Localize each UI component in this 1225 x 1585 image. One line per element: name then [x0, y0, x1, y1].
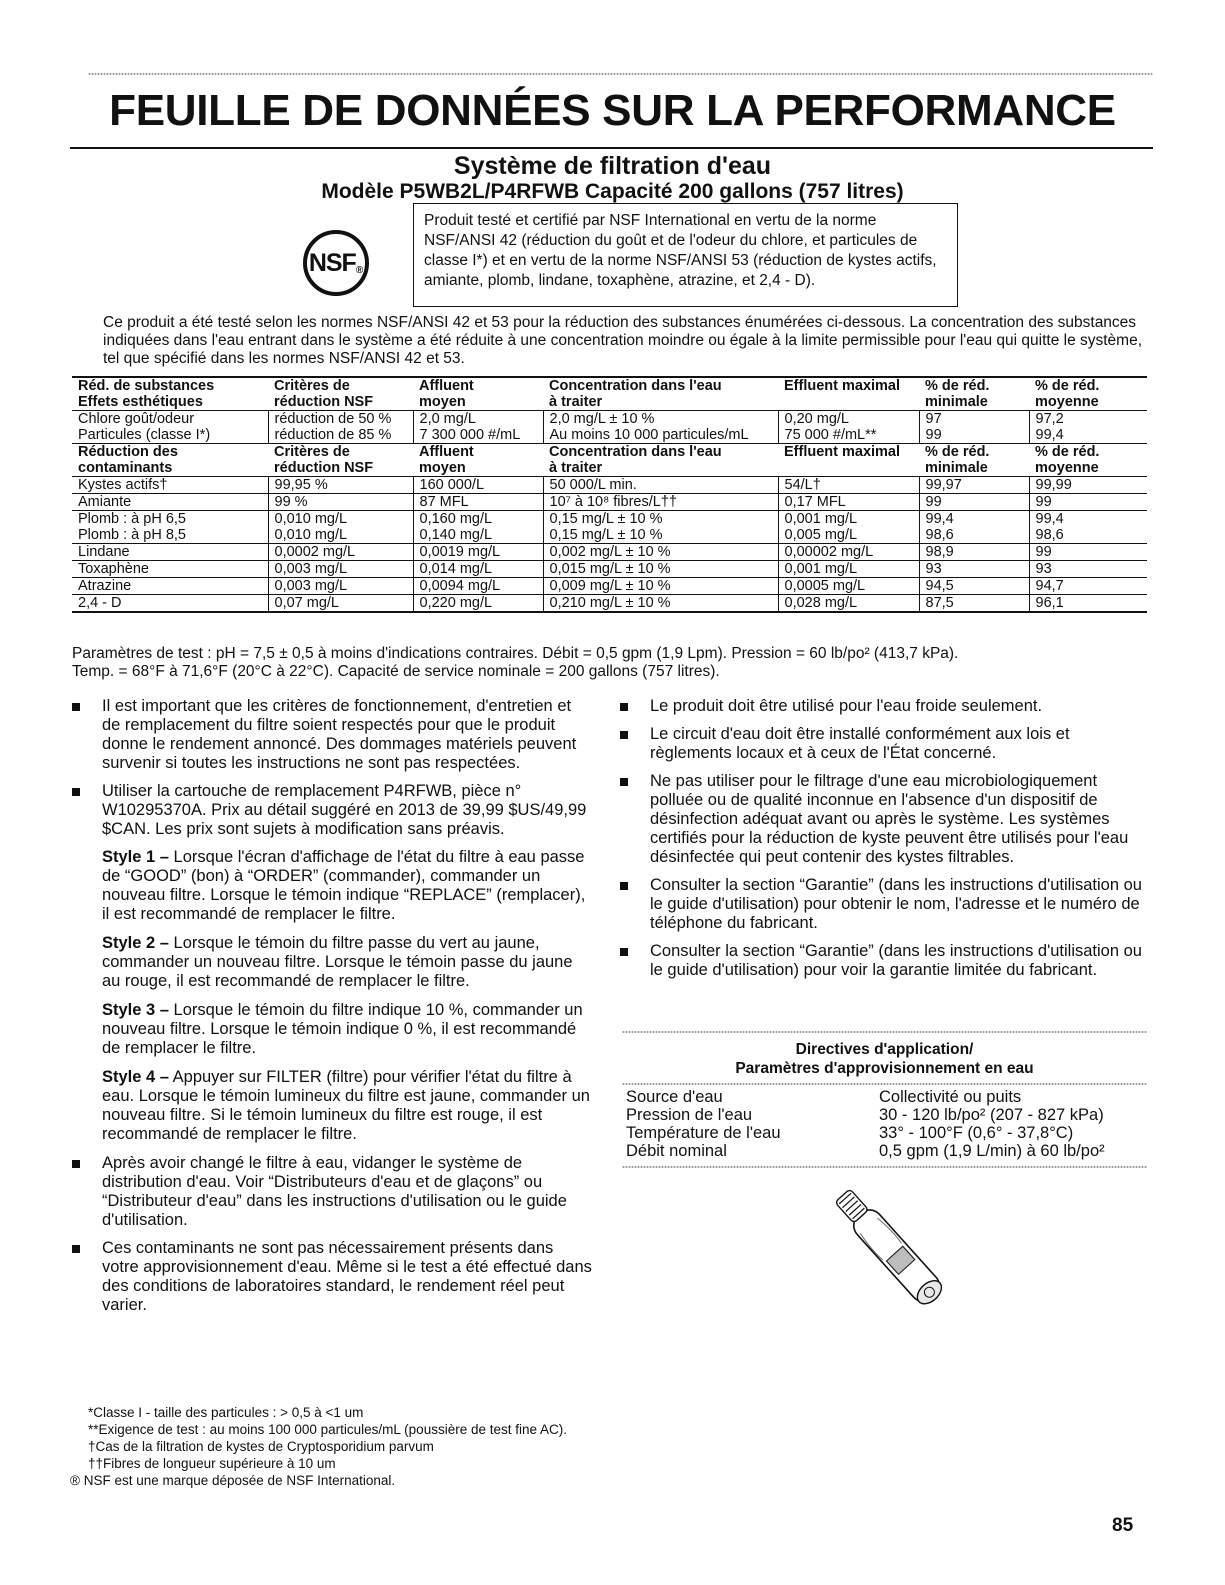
- style-4-paragraph: [102, 1068, 592, 1144]
- table-cell: [413, 544, 543, 561]
- table-row: [72, 411, 1147, 444]
- directives-title: [622, 1040, 1147, 1078]
- cell-line: Plomb : à pH 8,5: [78, 527, 186, 543]
- table-cell: [1029, 561, 1147, 578]
- bullet-item: [72, 1239, 592, 1315]
- table-row: [72, 578, 1147, 595]
- table-header-cell: [72, 377, 268, 411]
- cell-line: 2,4 - D: [78, 595, 122, 611]
- style-text: Appuyer sur FILTER (filtre) pour vérifier l'état du filtre à eau. Lorsque le témoin lumineux du filtre est jaune, commander un nouveau filtre. Si le témoin lumineux du filtre est rouge, il est recommandé de remplacer le filtre.: [102, 1068, 590, 1143]
- cell-line: 87,5: [925, 595, 954, 611]
- bullet-text: Le produit doit être utilisé pour l'eau froide seulement.: [650, 697, 1043, 715]
- table-cell: [72, 494, 268, 511]
- cell-line: 99: [1035, 494, 1052, 510]
- table-cell: [543, 578, 778, 595]
- table-header-cell: [919, 444, 1029, 477]
- cell-line: 0,015 mg/L ± 10 %: [549, 561, 671, 577]
- nsf-reg-mark: ®: [355, 264, 364, 276]
- cell-line: 97: [925, 411, 942, 427]
- table-cell: [413, 595, 543, 613]
- table-cell: [919, 578, 1029, 595]
- cell-line: 7 300 000 #/mL: [419, 427, 521, 443]
- footnote-5: ® NSF est une marque déposée de NSF International.: [70, 1473, 396, 1488]
- table-cell: [543, 494, 778, 511]
- bullet-square-icon: [72, 1160, 80, 1168]
- directives-top-rule: [622, 1030, 1147, 1034]
- table-cell: [919, 411, 1029, 444]
- cell-line: 0,15 mg/L ± 10 %: [549, 527, 663, 543]
- test-params-line-2: Temp. = 68°F à 71,6°F (20°C à 22°C). Capacité de service nominale = 200 gallons (757 litres).: [72, 663, 720, 680]
- table-cell: [72, 578, 268, 595]
- table-cell: [268, 544, 413, 561]
- directives-mid-rule: [622, 1082, 1147, 1086]
- bullet-square-icon: [620, 731, 628, 739]
- certification-box: Produit testé et certifié par NSF International en vertu de la norme NSF/ANSI 42 (réduction du goût et de l'odeur du chlore, et particules de classe I*) et en vertu de la norme NSF/ANSI 53 (réduction de kystes actifs, amiante, plomb, lindane, toxaphène, atrazine, et 2,4 - D).: [413, 203, 958, 307]
- header-line: moyen: [419, 460, 466, 476]
- cell-line: 0,220 mg/L: [419, 595, 493, 611]
- table-cell: [778, 511, 919, 544]
- header-line: réduction NSF: [274, 394, 374, 410]
- table-cell: [919, 477, 1029, 494]
- cell-line: 160 000/L: [419, 477, 485, 493]
- cell-line: 99,95 %: [274, 477, 328, 493]
- header-line: moyenne: [1035, 460, 1099, 476]
- nsf-logo-icon: [303, 230, 369, 296]
- table-cell: [1029, 511, 1147, 544]
- table-header-cell: [1029, 377, 1147, 411]
- header-line: % de réd.: [925, 378, 990, 394]
- table-cell: [919, 494, 1029, 511]
- table-header-cell: [72, 444, 268, 477]
- directive-label: Débit nominal: [626, 1142, 727, 1160]
- cell-line: 93: [925, 561, 942, 577]
- table-header-cell: [413, 377, 543, 411]
- cell-line: 98,6: [925, 527, 954, 543]
- style-label: Style 4 –: [102, 1068, 169, 1086]
- table-cell: [919, 595, 1029, 613]
- table-header-cell: [1029, 444, 1147, 477]
- cell-line: 94,5: [925, 578, 954, 594]
- system-subtitle: Système de filtration d'eau: [453, 152, 772, 180]
- table-cell: [268, 561, 413, 578]
- header-line: Réduction des: [78, 444, 178, 460]
- directives-title-line-1: Directives d'application/: [795, 1041, 974, 1058]
- bullet-square-icon: [620, 703, 628, 711]
- table-header-cell: [778, 444, 919, 477]
- header-line: Critères de: [274, 444, 350, 460]
- cell-line: 98,6: [1035, 527, 1064, 543]
- directive-row: [622, 1088, 1147, 1106]
- bullet-item: [72, 1154, 592, 1230]
- right-column: [620, 697, 1145, 989]
- style-text: Lorsque le témoin du filtre indique 10 %, commander un nouveau filtre. Lorsque le témoin indique 0 %, il est recommandé de remplacer le filtre.: [102, 1001, 583, 1057]
- cell-line: 0,010 mg/L: [274, 527, 348, 543]
- cell-line: 99,97: [925, 477, 962, 493]
- table-cell: [268, 511, 413, 544]
- table-header-cell: [919, 377, 1029, 411]
- table-cell: [72, 561, 268, 578]
- table-cell: [413, 561, 543, 578]
- header-line: Réd. de substances: [78, 378, 215, 394]
- table-cell: [72, 411, 268, 444]
- table-cell: [268, 595, 413, 613]
- cell-line: 2,0 mg/L ± 10 %: [549, 411, 655, 427]
- header-line: % de réd.: [925, 444, 990, 460]
- cell-line: 96,1: [1035, 595, 1064, 611]
- bullet-item: [72, 697, 592, 773]
- header-line: moyenne: [1035, 394, 1099, 410]
- table-header-cell: [543, 444, 778, 477]
- cell-line: 2,0 mg/L: [419, 411, 476, 427]
- table-cell: [268, 494, 413, 511]
- directives-table: [622, 1088, 1147, 1160]
- performance-table: [72, 376, 1147, 613]
- directive-label: Pression de l'eau: [626, 1106, 753, 1124]
- cell-line: Amiante: [78, 494, 132, 510]
- directive-row: [622, 1106, 1147, 1124]
- cell-line: 75 000 #/mL**: [784, 427, 877, 443]
- cell-line: 0,0002 mg/L: [274, 544, 356, 560]
- table-cell: [919, 544, 1029, 561]
- cell-line: 99: [925, 494, 942, 510]
- cell-line: 0,17 MFL: [784, 494, 846, 510]
- style-3-paragraph: [102, 1001, 592, 1058]
- table-cell: [543, 595, 778, 613]
- model-line: Modèle P5WB2L/P4RFWB Capacité 200 gallons (757 litres): [321, 180, 904, 203]
- footnote-2: **Exigence de test : au moins 100 000 particules/mL (poussière de test fine AC).: [88, 1422, 568, 1437]
- cell-line: Toxaphène: [78, 561, 149, 577]
- bullet-item: [620, 697, 1145, 716]
- table-header-cell: [268, 444, 413, 477]
- header-line: [784, 460, 913, 476]
- directive-value: 30 - 120 lb/po² (207 - 827 kPa): [879, 1106, 1104, 1124]
- footnotes: [70, 1404, 788, 1489]
- directive-value: 0,5 gpm (1,9 L/min) à 60 lb/po²: [879, 1142, 1105, 1160]
- cell-line: 0,0094 mg/L: [419, 578, 501, 594]
- cell-line: 0,140 mg/L: [419, 527, 493, 543]
- table-cell: [1029, 595, 1147, 613]
- cell-line: 98,9: [925, 544, 954, 560]
- bullet-square-icon: [72, 788, 80, 796]
- table-cell: [778, 595, 919, 613]
- bullet-item: [620, 942, 1145, 980]
- style-1-paragraph: [102, 848, 592, 924]
- directives-bottom-rule: [622, 1165, 1147, 1169]
- table-cell: [543, 511, 778, 544]
- intro-paragraph: Ce produit a été testé selon les normes NSF/ANSI 42 et 53 pour la réduction des substances énumérées ci-dessous. La concentration des substances indiquées dans l'eau entrant dans le système a été réduite à une concentration moindre ou égale à la limite permissible pour l'eau qui quitte le système, tel que spécifié dans les normes NSF/ANSI 42 et 53.: [103, 314, 1143, 367]
- style-2-paragraph: [102, 934, 592, 991]
- bullet-item: [620, 725, 1145, 763]
- page-number: 85: [1112, 1515, 1134, 1536]
- table-cell: [1029, 477, 1147, 494]
- table-row: [72, 561, 1147, 578]
- directive-value: 33° - 100°F (0,6° - 37,8°C): [879, 1124, 1074, 1142]
- header-line: Effluent maximal: [784, 444, 901, 460]
- cell-line: Lindane: [78, 544, 130, 560]
- table-cell: [1029, 411, 1147, 444]
- bullet-square-icon: [620, 882, 628, 890]
- header-line: Affluent: [419, 378, 474, 394]
- bullet-square-icon: [72, 1245, 80, 1253]
- table-cell: [543, 561, 778, 578]
- cell-line: 0,005 mg/L: [784, 527, 858, 543]
- title-rule: [70, 147, 1153, 149]
- table-cell: [778, 561, 919, 578]
- cell-line: 0,002 mg/L ± 10 %: [549, 544, 671, 560]
- cell-line: 0,00002 mg/L: [784, 544, 874, 560]
- cell-line: Chlore goût/odeur: [78, 411, 195, 427]
- cell-line: 0,003 mg/L: [274, 561, 348, 577]
- test-parameters: [72, 645, 1152, 681]
- cell-line: Particules (classe I*): [78, 427, 211, 443]
- directive-row: [622, 1124, 1147, 1142]
- cell-line: 99: [925, 427, 942, 443]
- table-cell: [778, 494, 919, 511]
- table-cell: [413, 578, 543, 595]
- cell-line: réduction de 85 %: [274, 427, 392, 443]
- directive-label: Température de l'eau: [626, 1124, 781, 1142]
- cell-line: 0,15 mg/L ± 10 %: [549, 511, 663, 527]
- test-params-line-1: Paramètres de test : pH = 7,5 ± 0,5 à moins d'indications contraires. Débit = 0,5 gpm (1,9 Lpm). Pression = 60 lb/po² (413,7 kPa).: [72, 645, 959, 662]
- cell-line: 10⁷ à 10⁸ fibres/L††: [549, 494, 677, 510]
- table-cell: [1029, 494, 1147, 511]
- table-header-row: [72, 377, 1147, 411]
- table-header-cell: [413, 444, 543, 477]
- table-cell: [919, 561, 1029, 578]
- bullet-text: Utiliser la cartouche de remplacement P4RFWB, pièce n° W10295370A. Prix au détail suggéré en 2013 de 39,99 $US/49,99 $CAN. Les prix sont sujets à modification sans préavis.: [102, 782, 587, 838]
- directive-value: Collectivité ou puits: [879, 1088, 1022, 1106]
- table-cell: [1029, 544, 1147, 561]
- cell-line: 99,4: [1035, 427, 1064, 443]
- header-line: contaminants: [78, 460, 173, 476]
- table-row: [72, 511, 1147, 544]
- table-cell: [543, 544, 778, 561]
- water-filter-cartridge-icon: [800, 1185, 980, 1310]
- header-line: minimale: [925, 394, 988, 410]
- cell-line: 93: [1035, 561, 1052, 577]
- cell-line: 0,0005 mg/L: [784, 578, 866, 594]
- nsf-logo-text: NSF: [308, 248, 356, 277]
- bullet-item: [72, 782, 592, 839]
- header-line: moyen: [419, 394, 466, 410]
- table-cell: [72, 477, 268, 494]
- directive-label: Source d'eau: [626, 1088, 723, 1106]
- cell-line: 0,160 mg/L: [419, 511, 493, 527]
- table-cell: [413, 511, 543, 544]
- table-cell: [72, 595, 268, 613]
- table-cell: [268, 578, 413, 595]
- table-cell: [778, 411, 919, 444]
- table-row: [72, 595, 1147, 613]
- top-dotted-rule: [88, 72, 1153, 76]
- table-header-cell: [543, 377, 778, 411]
- table-cell: [919, 511, 1029, 544]
- left-column: [72, 697, 592, 1324]
- header-line: minimale: [925, 460, 988, 476]
- cell-line: Au moins 10 000 particules/mL: [549, 427, 749, 443]
- footnote-1: *Classe I - taille des particules : > 0,5 à <1 um: [88, 1405, 364, 1420]
- bullet-text: Le circuit d'eau doit être installé conformément aux lois et règlements locaux et à ceux de l'État concerné.: [650, 725, 1070, 762]
- style-label: Style 2 –: [102, 934, 169, 952]
- table-cell: [413, 411, 543, 444]
- header-line: Effets esthétiques: [78, 394, 203, 410]
- cell-line: Plomb : à pH 6,5: [78, 511, 186, 527]
- header-line: Affluent: [419, 444, 474, 460]
- bullet-square-icon: [72, 703, 80, 711]
- table-cell: [778, 477, 919, 494]
- bullet-text: Consulter la section “Garantie” (dans les instructions d'utilisation ou le guide d'utilisation) pour voir la garantie limitée du fabricant.: [650, 942, 1142, 979]
- bullet-item: [620, 772, 1145, 867]
- directives-title-line-2: Paramètres d'approvisionnement en eau: [735, 1060, 1034, 1077]
- bullet-text: Après avoir changé le filtre à eau, vidanger le système de distribution d'eau. Voir “Distributeurs d'eau et de glaçons” ou “Distributeur d'eau” dans les instructions d'utilisation ou le guide d'utilisation.: [102, 1154, 567, 1229]
- bullet-text: Il est important que les critères de fonctionnement, d'entretien et de remplacement du filtre soient respectés pour que le produit donne le rendement annoncé. Des dommages matériels peuvent survenir si toutes les instructions ne sont pas respectées.: [102, 697, 577, 772]
- header-line: Concentration dans l'eau: [549, 444, 722, 460]
- cell-line: 99 %: [274, 494, 308, 510]
- table-cell: [268, 411, 413, 444]
- bullet-text: Consulter la section “Garantie” (dans les instructions d'utilisation ou le guide d'utilisation) pour obtenir le nom, l'adresse et le numéro de téléphone du fabricant.: [650, 876, 1142, 932]
- bullet-text: Ces contaminants ne sont pas nécessairement présents dans votre approvisionnement d'eau. Même si le test a été effectué dans des conditions de laboratoires standard, le rendement réel peut varier.: [102, 1239, 592, 1314]
- table-cell: [778, 578, 919, 595]
- style-label: Style 1 –: [102, 848, 169, 866]
- table-cell: [778, 544, 919, 561]
- cell-line: 0,20 mg/L: [784, 411, 849, 427]
- cell-line: 0,0019 mg/L: [419, 544, 501, 560]
- cell-line: 0,001 mg/L: [784, 561, 858, 577]
- header-line: [784, 394, 913, 410]
- cell-line: 87 MFL: [419, 494, 469, 510]
- cell-line: 97,2: [1035, 411, 1064, 427]
- footnote-4: ††Fibres de longueur supérieure à 10 um: [88, 1456, 336, 1471]
- table-cell: [1029, 578, 1147, 595]
- cell-line: 0,014 mg/L: [419, 561, 493, 577]
- cell-line: 0,210 mg/L ± 10 %: [549, 595, 671, 611]
- table-cell: [72, 544, 268, 561]
- cell-line: 0,001 mg/L: [784, 511, 858, 527]
- cell-line: 99: [1035, 544, 1052, 560]
- cell-line: 0,010 mg/L: [274, 511, 348, 527]
- header-line: à traiter: [549, 394, 603, 410]
- table-row: [72, 494, 1147, 511]
- cell-line: 0,07 mg/L: [274, 595, 339, 611]
- header-line: à traiter: [549, 460, 603, 476]
- header-line: réduction NSF: [274, 460, 374, 476]
- table-header-row: [72, 444, 1147, 477]
- cell-line: 99,4: [925, 511, 954, 527]
- table-row: [72, 477, 1147, 494]
- cell-line: réduction de 50 %: [274, 411, 392, 427]
- style-text: Lorsque l'écran d'affichage de l'état du filtre à eau passe de “GOOD” (bon) à “ORDER” (commander), commander un nouveau filtre. Lorsque le témoin indique “REPLACE” (remplacer), il est recommandé de remplacer le filtre.: [102, 848, 586, 923]
- table-cell: [543, 477, 778, 494]
- cell-line: 99,99: [1035, 477, 1072, 493]
- bullet-item: [620, 876, 1145, 933]
- cell-line: 54/L†: [784, 477, 821, 493]
- style-text: Lorsque le témoin du filtre passe du vert au jaune, commander un nouveau filtre. Lorsque le témoin passe du jaune au rouge, il est recommandé de remplacer le filtre.: [102, 934, 573, 990]
- table-row: [72, 544, 1147, 561]
- cell-line: 0,028 mg/L: [784, 595, 858, 611]
- page-title: FEUILLE DE DONNÉES SUR LA PERFORMANCE: [109, 86, 1116, 135]
- header-line: % de réd.: [1035, 378, 1100, 394]
- cell-line: 94,7: [1035, 578, 1064, 594]
- cell-line: Kystes actifs†: [78, 477, 168, 493]
- footnote-3: †Cas de la filtration de kystes de Cryptosporidium parvum: [88, 1439, 434, 1454]
- cell-line: 99,4: [1035, 511, 1064, 527]
- header-line: Critères de: [274, 378, 350, 394]
- table-cell: [72, 511, 268, 544]
- cell-line: Atrazine: [78, 578, 132, 594]
- bullet-square-icon: [620, 778, 628, 786]
- table-cell: [543, 411, 778, 444]
- table-cell: [413, 494, 543, 511]
- directive-row: [622, 1142, 1147, 1160]
- table-cell: [413, 477, 543, 494]
- header-line: % de réd.: [1035, 444, 1100, 460]
- bullet-text: Ne pas utiliser pour le filtrage d'une eau microbiologiquement polluée ou de qualité inconnue en l'absence d'un dispositif de désinfection adéquat avant ou après le système. Les systèmes certifiés pour la réduction de kyste peuvent être utilisés pour l'eau désinfectée qui peut contenir des kystes filtrables.: [650, 772, 1129, 866]
- cell-line: 0,009 mg/L ± 10 %: [549, 578, 671, 594]
- header-line: Effluent maximal: [784, 378, 901, 394]
- header-line: Concentration dans l'eau: [549, 378, 722, 394]
- style-label: Style 3 –: [102, 1001, 169, 1019]
- table-cell: [268, 477, 413, 494]
- cell-line: 50 000/L min.: [549, 477, 637, 493]
- bullet-square-icon: [620, 948, 628, 956]
- table-header-cell: [778, 377, 919, 411]
- cell-line: 0,003 mg/L: [274, 578, 348, 594]
- table-header-cell: [268, 377, 413, 411]
